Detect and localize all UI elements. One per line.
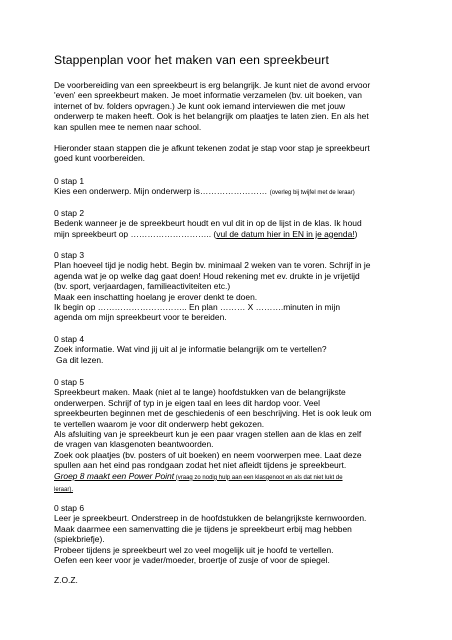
text-line: Bedenk wanneer je de spreekbeurt houdt en vul dit in op de lijst in de klas. Ik houd: [54, 218, 362, 229]
step-2: [54, 208, 404, 239]
text-line: te vertellen waarom je voor dit onderwerp hebt gekozen.: [54, 418, 265, 429]
text-line: Plan hoeveel tijd je nodig hebt. Begin bv. minimaal 2 weken van te voren. Schrijf in je: [54, 260, 371, 271]
text-line: kan spullen mee te nemen naar school.: [54, 121, 202, 132]
text-line: Maak daarmee een samenvatting die je tijdens je spreekbeurt erbij mag hebben: [54, 523, 352, 534]
text-line: (spiekbriefje).: [54, 534, 105, 545]
step-heading: 0 stap 6: [54, 503, 85, 513]
step-text: mijn spreekbeurt op ……………………….. (: [54, 228, 217, 239]
text-line: [54, 186, 404, 198]
step-heading: 0 stap 3: [54, 250, 85, 260]
step-5: [54, 377, 404, 495]
text-line: Ik begin op ………………………….. En plan ……… X ……….minuten in mijn: [54, 302, 341, 313]
text-line: 'even' een spreekbeurt maken. Je moet informatie verzamelen (bv. uit boeken, van: [54, 90, 362, 101]
text-line: Maak een inschatting hoelang je erover denkt te doen.: [54, 291, 258, 302]
text-line: Hieronder staan stappen die je afkunt tekenen zodat je stap voor stap je spreekbeurt: [54, 143, 370, 153]
text-line: (bv. sport, verjaardagen, familieactiviteiten etc.): [54, 281, 231, 292]
text-line: de vragen van klasgenoten beantwoorden.: [54, 439, 214, 450]
intro-paragraph: [54, 80, 404, 132]
text-line: spreekbeurten beginnen met de geschiedenis of een beschrijving. Het is ook leuk om: [54, 408, 372, 419]
text-line: Leer je spreekbeurt. Onderstreep in de hoofdstukken de belangrijkste kernwoorden.: [54, 513, 367, 524]
text-line: Oefen een keer voor je vader/moeder, broertje of zusje of voor de spiegel.: [54, 555, 330, 566]
text-line: goed kunt voorbereiden.: [54, 153, 146, 164]
step-text-end: ): [354, 228, 358, 239]
text-line: Spreekbeurt maken. Maak (niet al te lange) hoofdstukken van de belangrijkste: [54, 387, 346, 398]
text-line: internet of bv. folders opvragen.) Je kunt ook iemand interviewen die met jouw: [54, 100, 346, 111]
underlined-instruction: vul de datum hier in EN in je agenda!: [216, 228, 355, 239]
powerpoint-note-end: leraar).: [54, 487, 74, 494]
closing-note: [54, 575, 404, 585]
step-heading: 0 stap 1: [54, 176, 85, 186]
zoz-label: Z.O.Z.: [54, 575, 78, 585]
step-note: (overleg bij twijfel met de leraar): [269, 190, 355, 197]
text-line: agenda wat je op welke dag gaat doen! Houd rekening met ev. drukte in je vrijetijd: [54, 270, 360, 281]
text-line: Ga dit lezen.: [56, 354, 104, 365]
page-title: Stappenplan voor het maken van een spreekbeurt: [54, 53, 329, 67]
step-text: Kies een onderwerp. Mijn onderwerp is……………………: [54, 186, 268, 197]
step-4: [54, 334, 404, 365]
text-line: De voorbereiding van een spreekbeurt is erg belangrijk. Je kunt niet de avond ervoor: [54, 80, 371, 90]
text-line: Probeer tijdens je spreekbeurt wel zo veel mogelijk uit je hoofd te vertellen.: [54, 544, 334, 555]
text-line: agenda om mijn spreekbeurt voor te bereiden.: [54, 312, 227, 323]
step-6: [54, 503, 404, 565]
step-1: [54, 176, 404, 199]
instructions-paragraph: [54, 143, 404, 164]
step-3: [54, 250, 404, 323]
step-heading: 0 stap 2: [54, 208, 85, 218]
text-line: Als afsluiting van je spreekbeurt kun je een paar vragen stellen aan de klas en zelf: [54, 429, 362, 440]
text-line: onderwerp te maken heeft. Ook is het belangrijk om plaatjes te laten zien. En als het: [54, 111, 369, 122]
powerpoint-note: [54, 471, 404, 483]
text-line: onderwerpen. Schrijf of typ in je eigen taal en lees dit hardop voor. Veel: [54, 397, 320, 408]
text-line: Zoek informatie. Wat vind jij uit al je informatie belangrijk om te vertellen?: [54, 344, 327, 355]
powerpoint-note-small: (vraag zo nodig hulp aan een klasgenoot en als dat niet lukt de: [174, 474, 343, 481]
text-line: Zoek ook plaatjes (bv. posters of uit boeken) en neem voorwerpen mee. Laat deze: [54, 449, 362, 460]
powerpoint-note-main: Groep 8 maakt een Power Point: [54, 470, 175, 481]
text-line: spullen aan het eind pas rondgaan zodat het niet afleidt tijdens je spreekbeurt.: [54, 460, 347, 471]
step-heading: 0 stap 5: [54, 377, 85, 387]
text-line: [54, 229, 404, 239]
step-heading: 0 stap 4: [54, 334, 85, 344]
